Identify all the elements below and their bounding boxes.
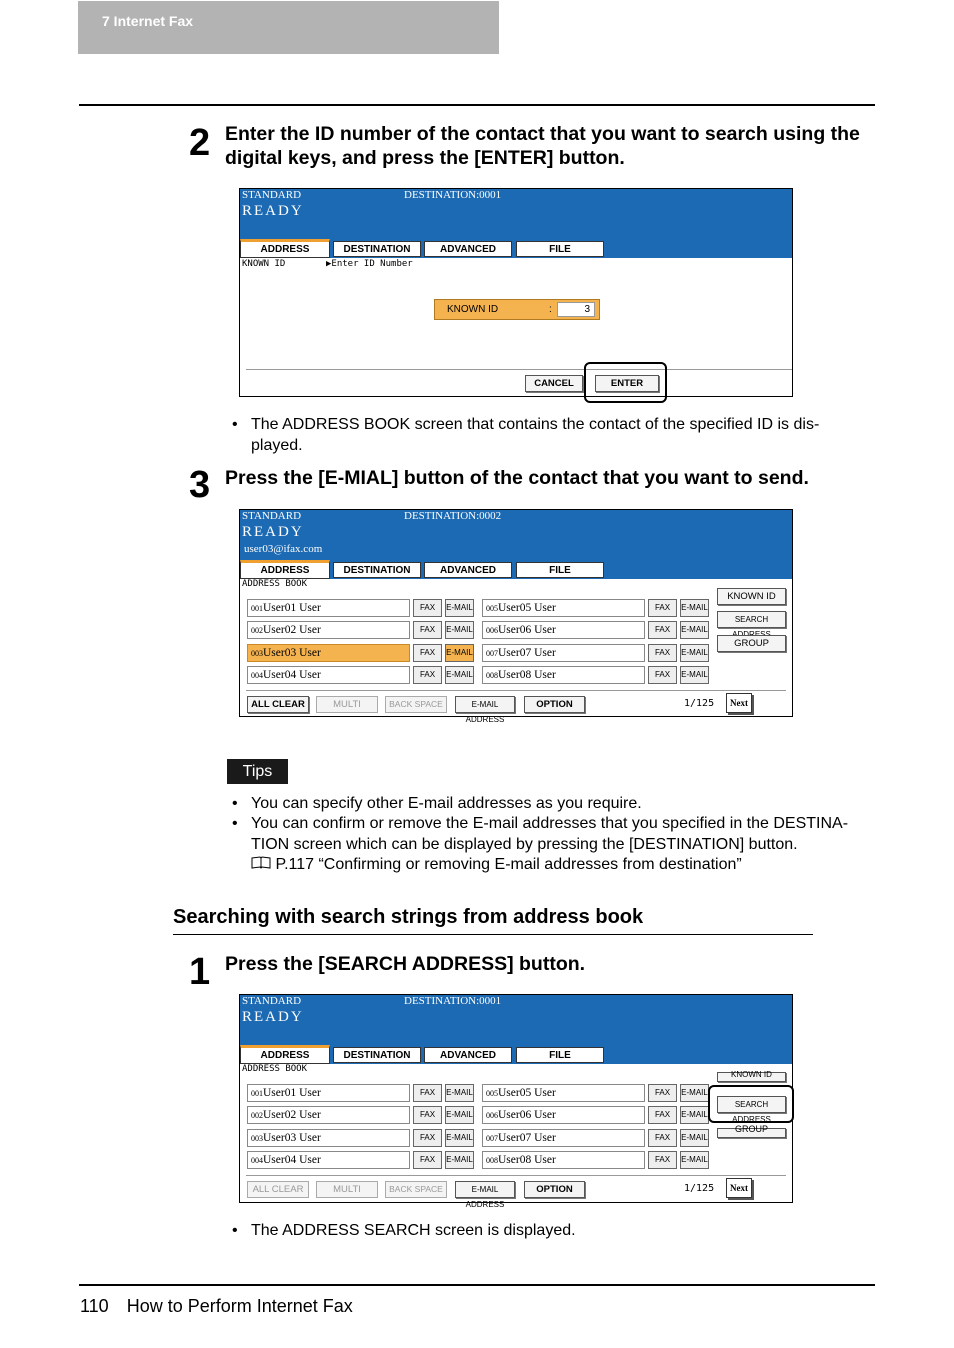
selected-email: user03@ifax.com — [244, 543, 323, 555]
address-entry[interactable]: 002User02 User — [247, 621, 410, 639]
tips-reference: P.117 “Confirming or removing E-mail addresses from destination” — [251, 855, 871, 876]
address-entry[interactable]: 001User01 User — [247, 599, 410, 617]
cancel-button[interactable]: CANCEL — [525, 375, 583, 392]
known-id-line: KNOWN ID — [242, 259, 286, 269]
tab-address[interactable]: ADDRESS — [240, 560, 330, 579]
back-space-button[interactable]: BACK SPACE — [385, 1181, 447, 1198]
email-button[interactable]: E-MAIL — [445, 666, 474, 684]
email-button[interactable]: E-MAIL — [445, 1129, 474, 1147]
fax-button[interactable]: FAX — [648, 1084, 677, 1102]
fax-button[interactable]: FAX — [413, 666, 442, 684]
fax-button[interactable]: FAX — [413, 1151, 442, 1169]
page-indicator: 1/125 — [684, 698, 715, 709]
email-address-button[interactable]: E-MAIL ADDRESS — [455, 696, 515, 713]
section-rule — [173, 934, 813, 935]
address-book-label: ADDRESS BOOK — [242, 579, 308, 589]
fax-button[interactable]: FAX — [648, 599, 677, 617]
fax-button[interactable]: FAX — [648, 1106, 677, 1124]
fax-button[interactable]: FAX — [648, 1129, 677, 1147]
address-entry[interactable]: 007User07 User — [482, 644, 645, 662]
next-button[interactable]: Next — [726, 693, 752, 713]
fax-button[interactable]: FAX — [648, 621, 677, 639]
group-button[interactable]: GROUP — [717, 1128, 786, 1138]
address-entry[interactable]: 004User04 User — [247, 666, 410, 684]
step-3-number: 3 — [189, 464, 211, 506]
screen-address-book-email — [239, 509, 793, 724]
fax-button[interactable]: FAX — [413, 644, 442, 662]
step-1-number: 1 — [189, 951, 211, 993]
page-number: 110 — [80, 1296, 109, 1316]
known-id-field[interactable]: KNOWN ID : 3 — [434, 299, 600, 320]
email-button[interactable]: E-MAIL — [445, 1106, 474, 1124]
search-address-callout — [708, 1085, 794, 1123]
tips-item-2: • You can confirm or remove the E-mail addresses that you specified in the DESTINA-TION screen which can be displayed by pressing the [DESTINATION] button. — [232, 815, 849, 853]
mode-label: STANDARD — [242, 189, 302, 201]
address-entry[interactable]: 001User01 User — [247, 1084, 410, 1102]
email-button[interactable]: E-MAIL — [680, 1106, 709, 1124]
tab-advanced[interactable]: ADVANCED — [424, 1047, 512, 1063]
footer-title: How to Perform Internet Fax — [126, 1296, 353, 1316]
top-rule — [79, 104, 875, 106]
all-clear-button[interactable]: ALL CLEAR — [247, 696, 309, 713]
step-3-text: Press the [E-MIAL] button of the contact that you want to send. — [225, 467, 809, 489]
step-2-number: 2 — [189, 122, 211, 164]
chapter-tab — [78, 1, 499, 54]
status-ready: READY — [242, 203, 304, 219]
email-button[interactable]: E-MAIL — [445, 1084, 474, 1102]
search-address-button[interactable]: SEARCH — [717, 611, 786, 628]
step-2-text: Enter the ID number of the contact that you want to search using the digital keys, and press the [ENTER] button. — [225, 123, 860, 169]
tab-destination[interactable]: DESTINATION — [333, 562, 421, 578]
tab-file[interactable]: FILE — [516, 1047, 604, 1063]
known-id-label: KNOWN ID — [447, 304, 499, 315]
enter-callout — [584, 362, 667, 403]
enter-prompt: ▶Enter ID Number — [326, 259, 413, 269]
fax-button[interactable]: FAX — [648, 666, 677, 684]
fax-button[interactable]: FAX — [413, 621, 442, 639]
address-entry[interactable]: 002User02 User — [247, 1106, 410, 1124]
email-button[interactable]: E-MAIL — [680, 599, 709, 617]
step-1-text: Press the [SEARCH ADDRESS] button. — [225, 953, 586, 975]
group-button[interactable]: GROUP — [717, 635, 786, 652]
address-entry[interactable]: 003User03 User — [247, 1129, 410, 1147]
multi-button[interactable]: MULTI — [316, 1181, 378, 1198]
multi-button[interactable]: MULTI — [316, 696, 378, 713]
footer — [80, 1296, 353, 1317]
address-entry[interactable]: 007User07 User — [482, 1129, 645, 1147]
email-button[interactable]: E-MAIL — [680, 666, 709, 684]
tab-address[interactable]: ADDRESS — [240, 1045, 330, 1064]
fax-button[interactable]: FAX — [648, 1151, 677, 1169]
fax-button[interactable]: FAX — [413, 1106, 442, 1124]
book-icon — [251, 856, 271, 870]
search-address-button[interactable]: SEARCH ADDRESS — [717, 1096, 786, 1113]
screen-known-id — [239, 188, 793, 397]
fax-button[interactable]: FAX — [413, 599, 442, 617]
tab-advanced[interactable]: ADVANCED — [424, 562, 512, 578]
divider — [246, 369, 792, 370]
fax-button[interactable]: FAX — [413, 1129, 442, 1147]
tab-advanced[interactable]: ADVANCED — [424, 241, 512, 257]
address-entry[interactable]: 008User08 User — [482, 1151, 645, 1169]
section-title: Searching with search strings from address book — [173, 906, 644, 928]
known-id-button[interactable]: KNOWN ID — [717, 1072, 786, 1082]
tips-item-1: • You can specify other E-mail addresses as you require. — [232, 795, 642, 812]
email-button[interactable]: E-MAIL — [680, 1084, 709, 1102]
option-button[interactable]: OPTION — [524, 696, 585, 713]
fax-button[interactable]: FAX — [413, 1084, 442, 1102]
tab-address[interactable]: ADDRESS — [240, 239, 330, 258]
address-entry[interactable]: 004User04 User — [247, 1151, 410, 1169]
address-entry[interactable]: 005User05 User — [482, 1084, 645, 1102]
screen-header: STANDARD DESTINATION:0002 READY user03@ifax.com — [240, 510, 792, 579]
address-entry[interactable]: 006User06 User — [482, 621, 645, 639]
all-clear-button[interactable]: ALL CLEAR — [247, 1181, 309, 1198]
known-id-button[interactable]: KNOWN ID — [717, 588, 786, 605]
tab-destination[interactable]: DESTINATION — [333, 1047, 421, 1063]
screen-header: STANDARD DESTINATION:0001 READY — [240, 995, 792, 1064]
email-button[interactable]: E-MAIL — [445, 621, 474, 639]
tab-file[interactable]: FILE — [516, 562, 604, 578]
destination-count: DESTINATION:0001 — [404, 189, 502, 201]
option-button[interactable]: OPTION — [524, 1181, 585, 1198]
page-indicator: 1/125 — [684, 1183, 715, 1194]
email-button[interactable]: E-MAIL — [445, 644, 474, 662]
step-1-bullet: • The ADDRESS SEARCH screen is displayed. — [232, 1222, 576, 1239]
back-space-button[interactable]: BACK SPACE — [385, 696, 447, 713]
tab-file[interactable]: FILE — [516, 241, 604, 257]
fax-button[interactable]: FAX — [648, 644, 677, 662]
known-id-value: 3 — [557, 302, 595, 317]
next-button[interactable]: Next — [726, 1178, 752, 1198]
email-button[interactable]: E-MAIL — [680, 621, 709, 639]
tips-badge: Tips — [227, 759, 288, 784]
address-entry[interactable]: 006User06 User — [482, 1106, 645, 1124]
email-button[interactable]: E-MAIL — [680, 1151, 709, 1169]
address-entry[interactable]: 008User08 User — [482, 666, 645, 684]
email-address-button[interactable]: E-MAIL ADDRESS — [455, 1181, 515, 1198]
address-entry[interactable]: 005User05 User — [482, 599, 645, 617]
address-book-label: ADDRESS BOOK — [242, 1064, 308, 1074]
step-2-bullet: • The ADDRESS BOOK screen that contains the contact of the specified ID is dis-played. — [232, 416, 820, 454]
enter-button[interactable]: ENTER — [595, 375, 659, 392]
email-button[interactable]: E-MAIL — [680, 644, 709, 662]
chapter-label: 7 Internet Fax — [102, 13, 194, 29]
email-button[interactable]: E-MAIL — [680, 1129, 709, 1147]
email-button[interactable]: E-MAIL — [445, 599, 474, 617]
email-button[interactable]: E-MAIL — [445, 1151, 474, 1169]
footer-rule — [79, 1284, 875, 1286]
address-entry[interactable]: 003User03 User — [247, 644, 410, 662]
tab-destination[interactable]: DESTINATION — [333, 241, 421, 257]
